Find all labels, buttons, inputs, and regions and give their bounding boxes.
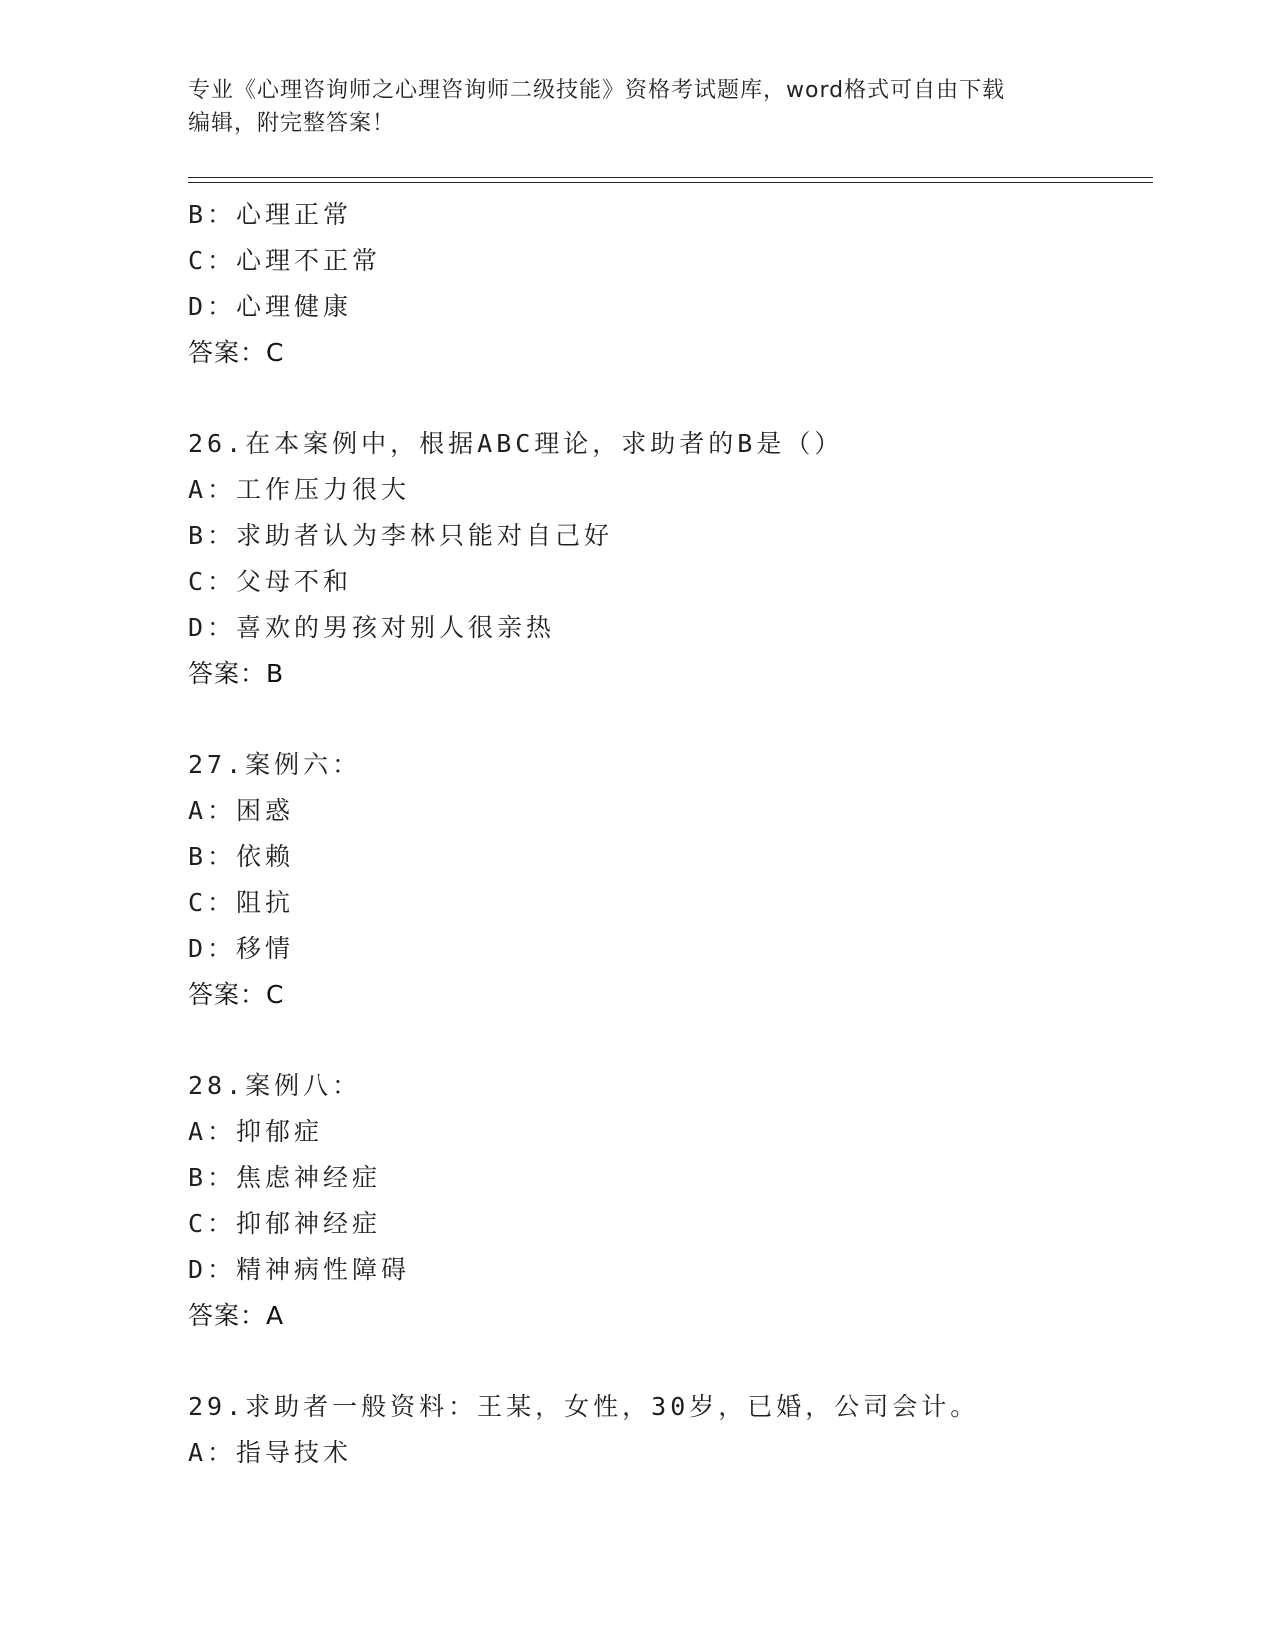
block-spacer xyxy=(188,697,1153,742)
option-line: A：指导技术 xyxy=(188,1438,353,1467)
question-block xyxy=(188,1063,1153,1339)
header-rule-top xyxy=(188,177,1153,178)
block-spacer xyxy=(188,1339,1153,1384)
option-line: C：父母不和 xyxy=(188,567,353,596)
question-block xyxy=(188,1384,1153,1476)
option-line: B：依赖 xyxy=(188,842,295,871)
option-line: B：心理正常 xyxy=(188,200,353,229)
option-line: C：阻抗 xyxy=(188,888,295,917)
question-block xyxy=(188,192,1153,376)
option-line: B：焦虑神经症 xyxy=(188,1163,382,1192)
question-stem: 27.案例六： xyxy=(188,750,362,779)
option-line: A：抑郁症 xyxy=(188,1117,324,1146)
option-line: B：求助者认为李林只能对自己好 xyxy=(188,521,614,550)
option-line: C：心理不正常 xyxy=(188,246,382,275)
header-line-2: 编辑，附完整答案！ xyxy=(188,111,396,136)
answer-line: 答案：C xyxy=(188,980,285,1009)
option-line: A：工作压力很大 xyxy=(188,475,411,504)
option-line: A：困惑 xyxy=(188,796,295,825)
answer-line: 答案：A xyxy=(188,1301,285,1330)
question-stem: 29.求助者一般资料：王某，女性，30岁，已婚，公司会计。 xyxy=(188,1392,980,1421)
question-block xyxy=(188,421,1153,697)
option-line: D：精神病性障碍 xyxy=(188,1255,411,1284)
option-line: D：移情 xyxy=(188,934,295,963)
header-rule-bottom xyxy=(188,182,1153,183)
question-stem: 26.在本案例中，根据ABC理论，求助者的B是（） xyxy=(188,429,844,458)
header-line-1: 专业《心理咨询师之心理咨询师二级技能》资格考试题库，word格式可自由下载 xyxy=(188,78,1006,103)
question-block xyxy=(188,742,1153,1018)
question-list xyxy=(188,192,1153,1476)
block-spacer xyxy=(188,376,1153,421)
question-stem: 28.案例八： xyxy=(188,1071,362,1100)
answer-line: 答案：C xyxy=(188,338,285,367)
answer-line: 答案：B xyxy=(188,659,285,688)
option-line: C：抑郁神经症 xyxy=(188,1209,382,1238)
option-line: D：喜欢的男孩对别人很亲热 xyxy=(188,613,556,642)
option-line: D：心理健康 xyxy=(188,292,353,321)
block-spacer xyxy=(188,1018,1153,1063)
document-header xyxy=(188,74,1088,140)
